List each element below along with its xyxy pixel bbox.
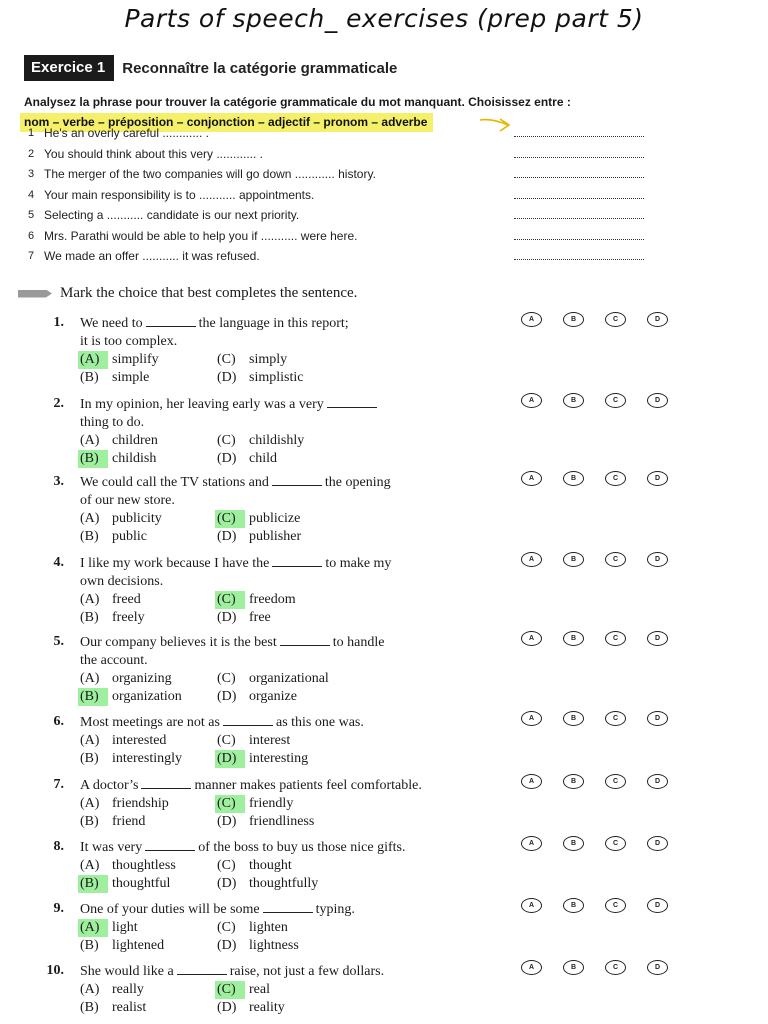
- question-text-end: the language in this report;: [198, 316, 349, 331]
- item-sentence: He's an overly careful ............ .: [44, 126, 210, 140]
- question-text-start: In my opinion, her leaving early was a very: [80, 397, 324, 412]
- option-text: child: [249, 451, 277, 466]
- question-text-end: to handle: [332, 635, 385, 650]
- option-label: (B): [80, 610, 99, 625]
- item-sentence: The merger of the two companies will go down ............ history.: [44, 167, 376, 181]
- option-label: (A): [78, 919, 108, 937]
- category-choices: nom – verbe – préposition – conjonction – adjectif – pronom – adverbe: [20, 113, 433, 132]
- option-text: organize: [249, 689, 297, 704]
- option-text: interest: [249, 733, 291, 748]
- answer-bubble-a[interactable]: A: [521, 774, 542, 789]
- option-text: organizational: [249, 671, 329, 686]
- question-number: 1.: [53, 315, 64, 330]
- option-a[interactable]: [80, 670, 172, 688]
- answer-bubble-c[interactable]: C: [605, 552, 626, 567]
- option-d[interactable]: [217, 528, 301, 546]
- item-number: 4: [28, 188, 35, 201]
- option-label: (C): [217, 920, 236, 935]
- option-b[interactable]: [80, 750, 182, 768]
- option-text: friendly: [249, 796, 294, 811]
- option-label: (A): [78, 351, 108, 369]
- option-text: interested: [112, 733, 167, 748]
- option-label: (A): [80, 733, 100, 748]
- answer-bubble-a[interactable]: A: [521, 393, 542, 408]
- option-c[interactable]: [217, 981, 270, 999]
- option-text: publicize: [249, 511, 301, 526]
- question-text-continued: the account.: [80, 653, 148, 668]
- option-text: thoughtfully: [249, 876, 319, 891]
- option-label: (C): [217, 858, 236, 873]
- option-text: simplistic: [249, 370, 304, 385]
- option-text: childishly: [249, 433, 305, 448]
- question-number: 3.: [53, 474, 64, 489]
- option-a[interactable]: [80, 432, 158, 450]
- answer-bubble-c[interactable]: C: [605, 631, 626, 646]
- option-text: lighten: [249, 920, 288, 935]
- option-label: (C): [217, 733, 236, 748]
- exercise-badge: Exercice 1: [24, 55, 114, 81]
- item-sentence: Mrs. Parathi would be able to help you if ........... were here.: [44, 228, 358, 243]
- answer-bubble-a[interactable]: A: [521, 960, 542, 975]
- question-text-end: to make my: [325, 556, 392, 571]
- option-text: interesting: [249, 751, 309, 766]
- question-text-start: She would like a: [80, 964, 174, 979]
- option-c[interactable]: [217, 732, 290, 750]
- option-b[interactable]: [80, 999, 146, 1017]
- question-body: [80, 473, 500, 546]
- answer-bubble-a[interactable]: A: [521, 631, 542, 646]
- question-text-start: Our company believes it is the best: [80, 635, 277, 650]
- answer-line[interactable]: [514, 239, 644, 240]
- option-label: (D): [217, 610, 237, 625]
- option-text: simplify: [112, 352, 159, 367]
- option-label: (D): [215, 750, 245, 768]
- option-text: thought: [249, 858, 292, 873]
- answer-bubble-a[interactable]: A: [521, 312, 542, 327]
- option-text: light: [112, 920, 138, 935]
- answer-blank: [263, 900, 313, 913]
- option-label: (A): [80, 671, 100, 686]
- answer-bubble-d[interactable]: D: [647, 631, 668, 646]
- item-number: 5: [28, 209, 35, 221]
- answer-bubbles: [521, 631, 689, 646]
- option-d[interactable]: [217, 609, 271, 627]
- option-label: (B): [78, 688, 108, 706]
- answer-bubble-b[interactable]: B: [563, 471, 584, 486]
- option-d[interactable]: [217, 688, 297, 706]
- option-text: reality: [249, 1000, 285, 1015]
- answer-bubble-a[interactable]: A: [521, 711, 542, 726]
- answer-blank: [141, 776, 191, 789]
- option-text: public: [112, 529, 147, 544]
- item-sentence: You should think about this very ............ .: [44, 146, 264, 161]
- answer-bubble-b[interactable]: B: [563, 393, 584, 408]
- option-label: (C): [217, 433, 236, 448]
- option-c[interactable]: [217, 670, 329, 688]
- option-text: thoughtful: [112, 876, 171, 891]
- answer-bubble-a[interactable]: A: [521, 836, 542, 851]
- answer-blank: [280, 633, 330, 646]
- answer-options: [80, 351, 500, 387]
- question-text-end: as this one was.: [275, 715, 364, 730]
- question-number: 2.: [53, 396, 64, 411]
- option-label: (B): [80, 370, 99, 385]
- answer-blank: [272, 473, 322, 486]
- answer-options: [80, 591, 500, 627]
- answer-bubble-d[interactable]: D: [647, 393, 668, 408]
- answer-bubble-d[interactable]: D: [647, 552, 668, 567]
- option-label: (D): [217, 1000, 237, 1015]
- question-text-start: Most meetings are not as: [80, 715, 220, 730]
- option-label: (B): [78, 875, 108, 893]
- option-text: childish: [112, 451, 157, 466]
- option-text: organization: [112, 689, 182, 704]
- option-label: (A): [80, 858, 100, 873]
- question-text-start: We could call the TV stations and: [80, 475, 269, 490]
- item-number: 3: [28, 168, 35, 180]
- answer-blank: [146, 314, 196, 327]
- question-text-continued: it is too complex.: [80, 334, 178, 349]
- answer-options: [80, 670, 500, 706]
- option-label: (B): [80, 938, 99, 953]
- option-d[interactable]: [217, 450, 277, 468]
- option-text: simply: [249, 352, 288, 367]
- answer-bubble-b[interactable]: B: [563, 836, 584, 851]
- question-line: [80, 473, 500, 492]
- question-line: [80, 962, 500, 981]
- option-text: freed: [112, 592, 141, 607]
- section2-heading: Mark the choice that best completes the sentence.: [60, 285, 358, 301]
- option-text: organizing: [112, 671, 172, 686]
- question-body: [80, 713, 500, 768]
- option-a[interactable]: [80, 981, 144, 999]
- answer-line[interactable]: [514, 136, 644, 137]
- question-line: [80, 713, 500, 732]
- answer-bubble-c[interactable]: C: [605, 711, 626, 726]
- exercise1-list: [28, 123, 648, 267]
- question-number: 10.: [46, 963, 64, 978]
- question-number: 9.: [53, 901, 64, 916]
- answer-bubbles: [521, 393, 689, 408]
- answer-line[interactable]: [514, 198, 644, 199]
- answer-bubble-d[interactable]: D: [647, 711, 668, 726]
- option-c[interactable]: [217, 795, 293, 813]
- question-number: 7.: [53, 777, 64, 792]
- option-label: (D): [217, 529, 237, 544]
- option-label: (C): [217, 352, 236, 367]
- answer-bubbles: [521, 774, 689, 789]
- option-b[interactable]: [80, 609, 145, 627]
- option-text: lightness: [249, 938, 299, 953]
- exercise1-item: [28, 164, 648, 185]
- option-label: (D): [217, 689, 237, 704]
- option-b[interactable]: [80, 369, 149, 387]
- option-label: (C): [215, 981, 245, 999]
- question-number: 5.: [53, 634, 64, 649]
- answer-bubbles: [521, 960, 689, 975]
- answer-bubbles: [521, 836, 689, 851]
- option-text: free: [249, 610, 271, 625]
- section2-header: [18, 285, 357, 302]
- answer-bubble-c[interactable]: C: [605, 836, 626, 851]
- option-text: publisher: [249, 529, 302, 544]
- option-label: (B): [80, 814, 99, 829]
- answer-blank: [223, 713, 273, 726]
- item-sentence: Selecting a ........... candidate is our next priority.: [44, 208, 300, 222]
- question-text-continued: thing to do.: [80, 415, 145, 430]
- option-c[interactable]: [217, 510, 300, 528]
- item-number: 7: [28, 250, 35, 262]
- option-a[interactable]: [80, 591, 141, 609]
- item-sentence: Your main responsibility is to ........... appointments.: [44, 187, 315, 202]
- question-text-start: I like my work because I have the: [80, 556, 270, 571]
- question-line: [80, 776, 500, 795]
- question-body: [80, 962, 500, 1017]
- option-label: (D): [217, 876, 237, 891]
- answer-bubble-a[interactable]: A: [521, 471, 542, 486]
- option-label: (A): [80, 796, 100, 811]
- option-label: (C): [217, 671, 236, 686]
- question-text-continued: of our new store.: [80, 493, 175, 508]
- question-text-start: We need to: [80, 316, 143, 331]
- answer-bubbles: [521, 552, 689, 567]
- exercise1-item: [28, 205, 648, 226]
- question-line: [80, 314, 500, 333]
- item-number: 2: [28, 147, 35, 160]
- option-text: freely: [112, 610, 145, 625]
- option-text: real: [249, 982, 270, 997]
- option-d[interactable]: [217, 937, 299, 955]
- question-body: [80, 633, 500, 706]
- question-text-continued: own decisions.: [80, 574, 164, 589]
- option-b[interactable]: [80, 688, 182, 706]
- answer-bubble-d[interactable]: D: [647, 898, 668, 913]
- answer-options: [80, 795, 500, 831]
- option-text: publicity: [112, 511, 162, 526]
- question-line: [80, 838, 500, 857]
- answer-blank: [272, 554, 322, 567]
- option-a[interactable]: [80, 510, 162, 528]
- option-a[interactable]: [80, 919, 138, 937]
- answer-bubble-b[interactable]: B: [563, 711, 584, 726]
- option-label: (A): [80, 433, 100, 448]
- answer-bubble-c[interactable]: C: [605, 960, 626, 975]
- question-body: [80, 554, 500, 627]
- answer-line[interactable]: [514, 218, 644, 219]
- answer-bubble-b[interactable]: B: [563, 631, 584, 646]
- answer-bubble-b[interactable]: B: [563, 774, 584, 789]
- item-sentence: We made an offer ........... it was refused.: [44, 249, 260, 263]
- option-d[interactable]: [217, 813, 314, 831]
- option-b[interactable]: [80, 528, 147, 546]
- option-text: really: [112, 982, 144, 997]
- option-text: freedom: [249, 592, 296, 607]
- option-d[interactable]: [217, 750, 308, 768]
- answer-bubbles: [521, 711, 689, 726]
- option-label: (C): [215, 591, 245, 609]
- option-d[interactable]: [217, 369, 303, 387]
- question-number: 4.: [53, 555, 64, 570]
- exercise1-item: [28, 123, 648, 144]
- answer-line[interactable]: [514, 259, 644, 260]
- exercise1-item: [28, 226, 648, 247]
- answer-options: [80, 732, 500, 768]
- option-a[interactable]: [80, 857, 176, 875]
- option-b[interactable]: [80, 937, 164, 955]
- question-text-end: manner makes patients feel comfortable.: [194, 778, 422, 793]
- question-line: [80, 633, 500, 652]
- answer-options: [80, 857, 500, 893]
- page-title: Parts of speech_ exercises (prep part 5): [124, 4, 644, 33]
- option-c[interactable]: [217, 919, 288, 937]
- answer-blank: [177, 962, 227, 975]
- option-label: (C): [215, 510, 245, 528]
- answer-options: [80, 919, 500, 955]
- option-a[interactable]: [80, 351, 159, 369]
- answer-options: [80, 432, 500, 468]
- exercise1-header: [24, 55, 397, 81]
- option-c[interactable]: [217, 351, 287, 369]
- question-text-start: One of your duties will be some: [80, 902, 260, 917]
- question-text-start: It was very: [80, 840, 143, 855]
- option-text: friendship: [112, 796, 169, 811]
- question-body: [80, 838, 500, 893]
- option-label: (D): [217, 938, 237, 953]
- answer-bubble-a[interactable]: A: [521, 552, 542, 567]
- exercise1-item: [28, 185, 648, 206]
- option-label: (B): [80, 1000, 99, 1015]
- answer-bubble-c[interactable]: C: [605, 471, 626, 486]
- option-d[interactable]: [217, 999, 285, 1017]
- option-text: interestingly: [112, 751, 182, 766]
- option-label: (D): [217, 451, 237, 466]
- question-text-end: the opening: [324, 475, 391, 490]
- question-line: [80, 900, 500, 919]
- option-text: thoughtless: [112, 858, 176, 873]
- answer-bubble-c[interactable]: C: [605, 312, 626, 327]
- question-body: [80, 395, 500, 468]
- option-text: realist: [112, 1000, 147, 1015]
- answer-bubble-d[interactable]: D: [647, 471, 668, 486]
- option-label: (A): [80, 511, 100, 526]
- option-label: (B): [80, 529, 99, 544]
- option-label: (C): [215, 795, 245, 813]
- question-number: 8.: [53, 839, 64, 854]
- option-a[interactable]: [80, 732, 166, 750]
- answer-options: [80, 510, 500, 546]
- item-number: 6: [28, 229, 35, 242]
- answer-line[interactable]: [514, 177, 644, 178]
- option-c[interactable]: [217, 432, 304, 450]
- answer-bubble-d[interactable]: D: [647, 960, 668, 975]
- question-line: [80, 554, 500, 573]
- exercise1-item: [28, 246, 648, 267]
- answer-blank: [327, 395, 377, 408]
- question-line: [80, 395, 500, 414]
- option-c[interactable]: [217, 591, 296, 609]
- answer-bubble-c[interactable]: C: [605, 898, 626, 913]
- option-text: simple: [112, 370, 150, 385]
- item-number: 1: [28, 127, 35, 139]
- exercise-heading: Reconnaître la catégorie grammaticale: [122, 59, 398, 77]
- option-label: (D): [217, 814, 237, 829]
- answer-line[interactable]: [514, 157, 644, 158]
- option-text: friendliness: [249, 814, 315, 829]
- option-text: friend: [112, 814, 146, 829]
- exercise-instruction: Analysez la phrase pour trouver la catégorie grammaticale du mot manquant. Choisissez entre :: [24, 95, 571, 109]
- option-text: children: [112, 433, 158, 448]
- answer-bubble-c[interactable]: C: [605, 774, 626, 789]
- question-text-end: typing.: [315, 902, 355, 917]
- arrow-bar-icon: [18, 290, 52, 298]
- option-label: (A): [80, 982, 100, 997]
- answer-bubble-b[interactable]: B: [563, 552, 584, 567]
- option-b[interactable]: [80, 450, 156, 468]
- answer-bubble-b[interactable]: B: [563, 960, 584, 975]
- answer-options: [80, 981, 500, 1017]
- answer-bubble-c[interactable]: C: [605, 393, 626, 408]
- option-b[interactable]: [80, 875, 170, 893]
- question-text-end: raise, not just a few dollars.: [229, 964, 385, 979]
- option-text: lightened: [112, 938, 165, 953]
- question-text-start: A doctor’s: [80, 778, 139, 793]
- option-c[interactable]: [217, 857, 292, 875]
- option-label: (D): [217, 370, 237, 385]
- answer-bubble-d[interactable]: D: [647, 774, 668, 789]
- option-a[interactable]: [80, 795, 169, 813]
- option-d[interactable]: [217, 875, 318, 893]
- answer-bubbles: [521, 471, 689, 486]
- answer-bubbles: [521, 898, 689, 913]
- answer-bubble-b[interactable]: B: [563, 898, 584, 913]
- option-b[interactable]: [80, 813, 145, 831]
- answer-bubble-a[interactable]: A: [521, 898, 542, 913]
- answer-bubble-d[interactable]: D: [647, 836, 668, 851]
- question-body: [80, 314, 500, 387]
- question-body: [80, 776, 500, 831]
- answer-bubble-b[interactable]: B: [563, 312, 584, 327]
- question-text-end: of the boss to buy us those nice gifts.: [198, 840, 406, 855]
- exercise1-item: [28, 144, 648, 165]
- answer-bubbles: [521, 312, 689, 327]
- option-label: (B): [80, 751, 99, 766]
- answer-blank: [145, 838, 195, 851]
- question-body: [80, 900, 500, 955]
- option-label: (A): [80, 592, 100, 607]
- answer-bubble-d[interactable]: D: [647, 312, 668, 327]
- option-label: (B): [78, 450, 108, 468]
- question-number: 6.: [53, 714, 64, 729]
